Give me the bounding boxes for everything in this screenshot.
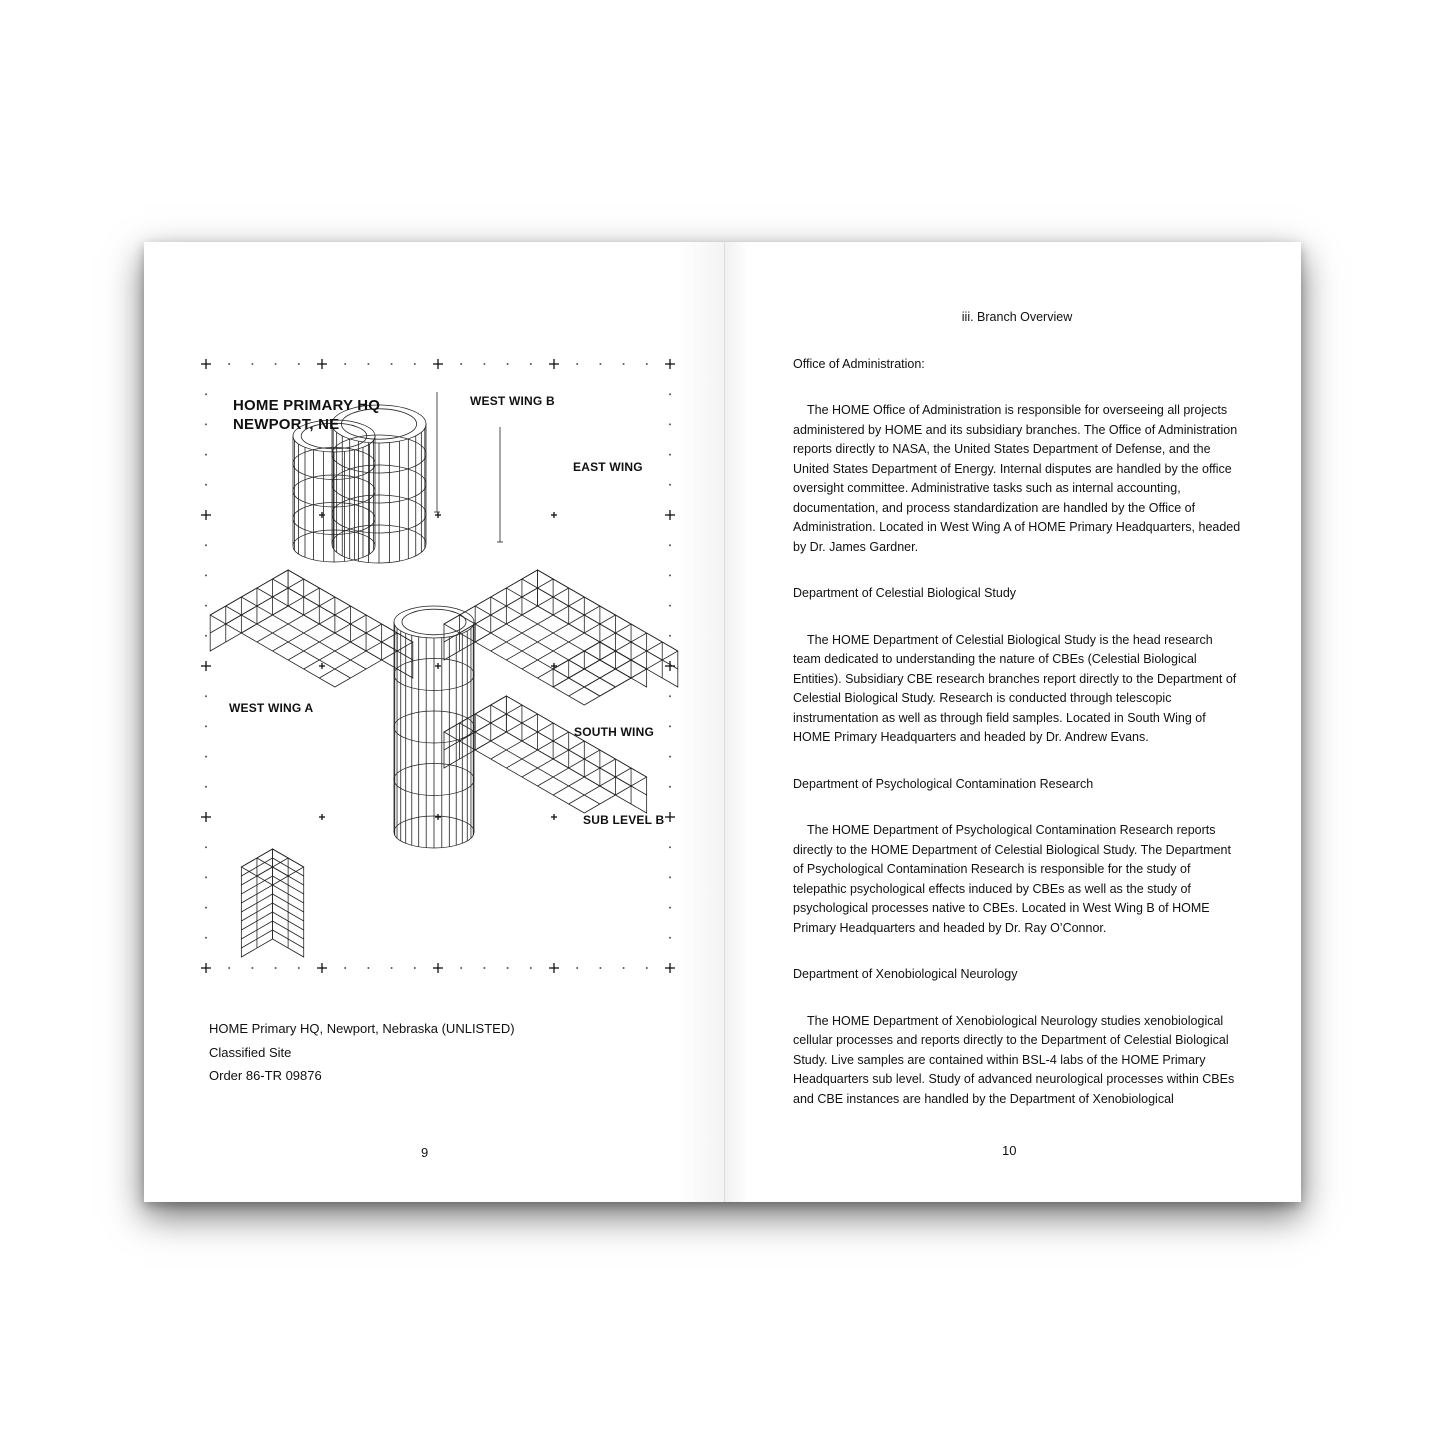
left-page (144, 242, 725, 1202)
diagram-title-line1: HOME PRIMARY HQ (233, 397, 381, 414)
label-west-wing-a: WEST WING A (229, 701, 314, 715)
diagram-title-line2: NEWPORT, NE (233, 416, 340, 433)
heading-xenobiological-neurology: Department of Xenobiological Neurology (793, 967, 1018, 981)
label-east-wing: EAST WING (573, 460, 643, 474)
wireframe-illustration (194, 352, 684, 992)
label-south-wing: SOUTH WING (574, 725, 654, 739)
paragraph-xenobiological-neurology: The HOME Department of Xenobiological Neurology studies xenobiological cellular processes and reports directly to the Department of Celestial Biological Study. Live samples are contained within BSL-4 labs of the HOME Primary Headquarters sub level. Study of advanced neurological processes within CBEs and CBE instances are handled by the Department of Xenobiological (793, 1013, 1235, 1106)
caption-line-1: HOME Primary HQ, Newport, Nebraska (UNLISTED) (209, 1021, 515, 1036)
heading-office-of-administration: Office of Administration: (793, 356, 925, 371)
paragraph-celestial-biological-study: The HOME Department of Celestial Biological Study is the head research team dedicated to understanding the nature of CBEs (Celestial Biological Entities). Subsidiary CBE research branches report directly to the Department of Celestial Biological Study. Research is conducted through telescopic instrumentation as well as through field samples. Located in South Wing of HOME Primary Headquarters and headed by Dr. Andrew Evans. (793, 632, 1237, 744)
branch-overview (793, 308, 1241, 1109)
hq-wireframe-diagram (194, 352, 684, 992)
heading-psychological-contamination-research: Department of Psychological Contamination Research (793, 776, 1094, 791)
paragraph-psychological-contamination-research: The HOME Department of Psychological Contamination Research reports directly to the HOME Department of Celestial Biological Study. The Department of Psychological Contamination Research is responsible for the study of telepathic psychological effects induced by CBEs as well as the study of psychological processes native to CBEs. Located in West Wing B of HOME Primary Headquarters and headed by Dr. Ray O’Connor. (793, 823, 1231, 935)
page-number-left: 9 (421, 1145, 429, 1160)
caption-line-3: Order 86-TR 09876 (209, 1068, 322, 1083)
open-book (144, 242, 1301, 1202)
diagram-caption (209, 1017, 515, 1088)
right-page (725, 242, 1301, 1202)
diagram-title (233, 396, 380, 434)
page-number-right: 10 (1002, 1143, 1017, 1158)
caption-line-2: Classified Site (209, 1044, 292, 1060)
label-west-wing-b: WEST WING B (470, 394, 555, 408)
heading-celestial-biological-study: Department of Celestial Biological Study (793, 586, 1017, 600)
paragraph-office-of-administration: The HOME Office of Administration is responsible for overseeing all projects administered by HOME and its subsidiary branches. The Office of Administration reports directly to NASA, the United States Department of Defense, and the United States Department of Energy. Internal disputes are handled by the office oversight committee. Administrative tasks such as internal accounting, documentation, and process standardization are handled by the Office of Administration. Located in West Wing A of HOME Primary Headquarters, headed by Dr. James Gardner. (793, 403, 1241, 554)
section-title: iii. Branch Overview (961, 310, 1073, 324)
label-sub-level-b: SUB LEVEL B (583, 813, 665, 827)
